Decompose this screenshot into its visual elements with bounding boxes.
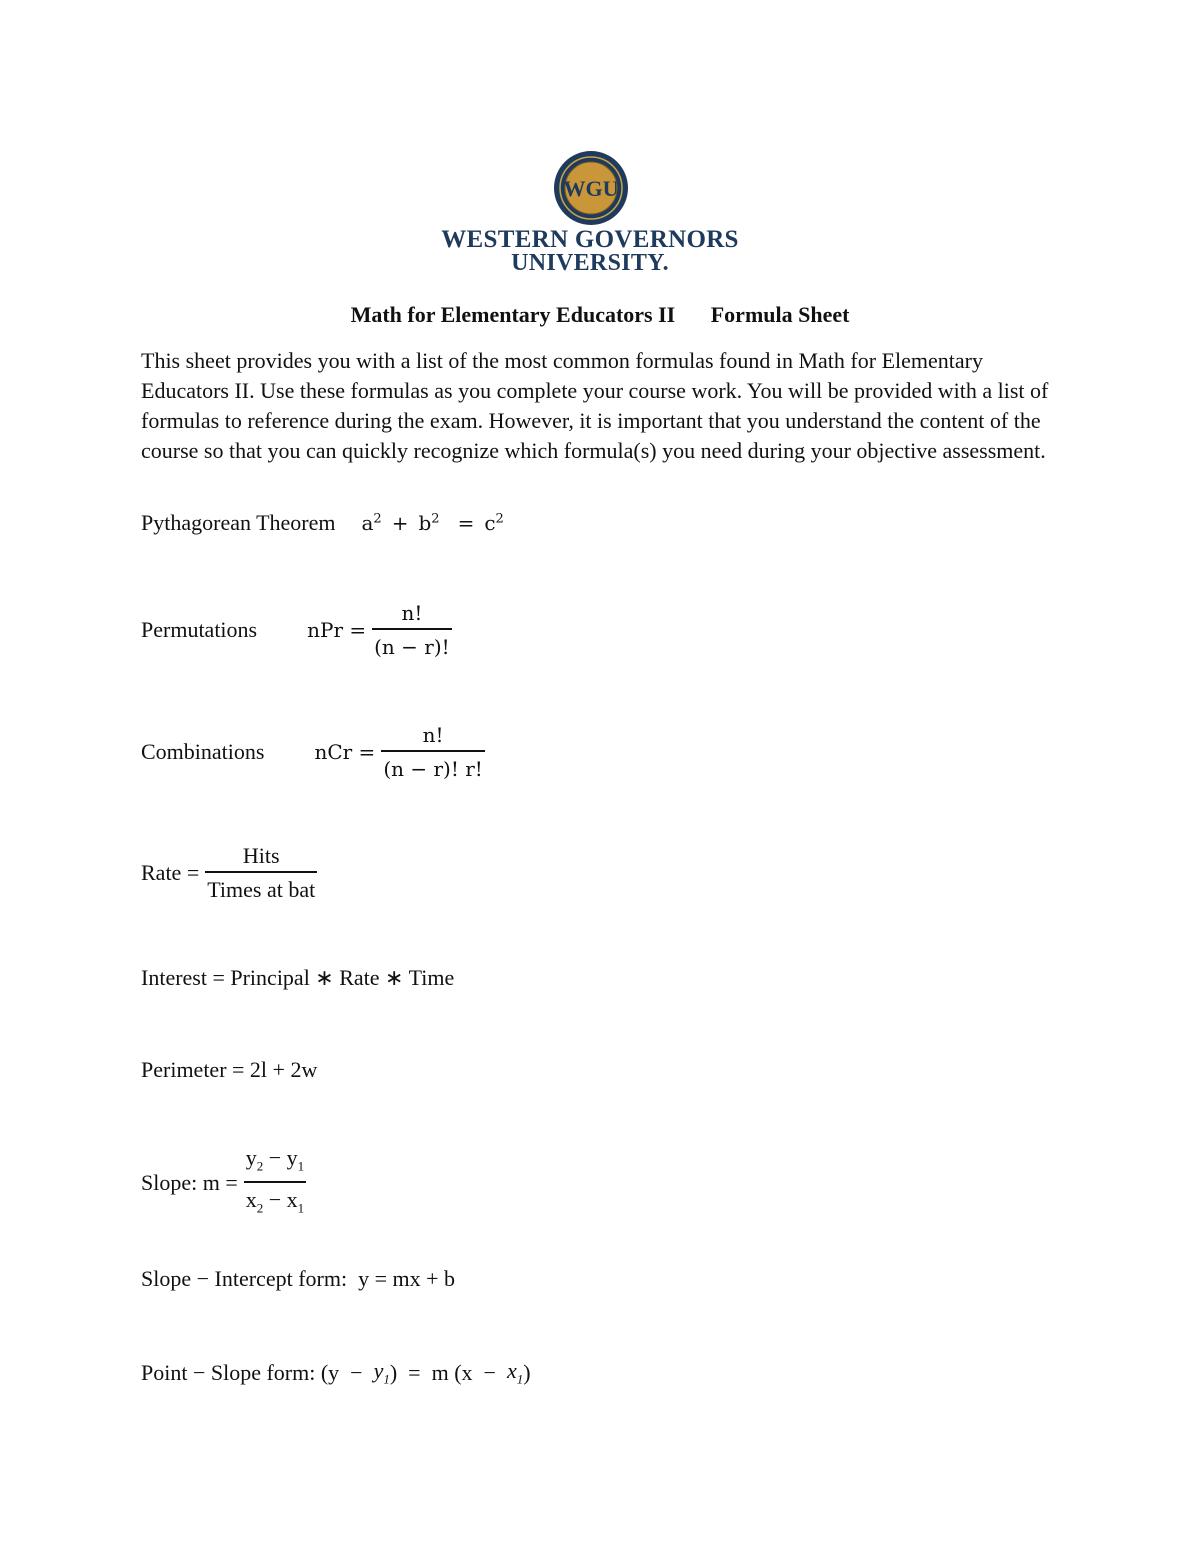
interest-formula: Interest = Principal ∗ Rate ∗ Time: [141, 965, 455, 990]
pythagorean-b: $b^2$: [418, 511, 440, 535]
point-slope-y1: $y_1$: [373, 1358, 390, 1387]
perimeter-formula: Perimeter = 2l + 2w: [141, 1057, 318, 1082]
rate-numerator: Hits: [242, 843, 280, 868]
combinations-fraction: [381, 722, 485, 782]
rate-lhs: Rate =: [141, 860, 200, 885]
formula-pythagorean: [141, 510, 504, 536]
combinations-numerator: n!: [422, 723, 444, 747]
pythagorean-a: $a^2$: [361, 511, 382, 535]
rate-denominator: Times at bat: [205, 871, 317, 903]
slope-lhs: Slope: m =: [141, 1170, 238, 1196]
university-name-line2: UNIVERSITY.: [511, 250, 669, 276]
slope-numerator: $y_2 - y_1$: [245, 1145, 305, 1174]
intro-paragraph: This sheet provides you with a list of the most common formulas found in Math for Elementary Educators II. Use these formulas as you complete your course work. You will be provided with a list of formulas to reference during the exam. However, it is important that you understand the content of the course so that you can quickly recognize which formula(s) you need during your objective assessment.: [141, 348, 1049, 463]
university-name-line1: WESTERN GOVERNORS: [441, 226, 739, 253]
point-slope-x1: $x_1$: [506, 1358, 524, 1387]
combinations-label: Combinations: [141, 739, 265, 764]
permutations-lhs: nPr =: [307, 618, 367, 642]
point-slope-end: ): [523, 1359, 531, 1385]
slope-fraction: [244, 1145, 306, 1222]
slope-intercept-formula: Slope − Intercept form: y = mx + b: [141, 1266, 455, 1291]
formula-interest: [141, 965, 454, 991]
pythagorean-plus: +: [391, 511, 409, 535]
point-slope-lhs: Point − Slope form: (y −: [141, 1359, 374, 1385]
formula-point-slope: [141, 1358, 531, 1387]
university-seal-logo: [553, 150, 629, 226]
page-title: [0, 302, 1200, 328]
slope-denominator: $x_2 - x_1$: [244, 1181, 306, 1221]
pythagorean-equals: =: [457, 511, 475, 535]
formula-combinations: [141, 722, 491, 782]
permutations-fraction: [372, 600, 452, 660]
pythagorean-c: $c^2$: [484, 511, 504, 535]
combinations-lhs: nCr =: [314, 740, 376, 764]
formula-slope-intercept: [141, 1266, 455, 1292]
formula-permutations: [141, 600, 458, 660]
point-slope-mid: ) = m (x −: [389, 1359, 507, 1385]
course-title: Math for Elementary Educators II: [350, 302, 676, 327]
seal-monogram: WGU: [563, 176, 619, 201]
permutations-numerator: n!: [401, 601, 423, 625]
sheet-title: Formula Sheet: [710, 302, 850, 327]
permutations-denominator: (n − r)!: [372, 628, 452, 660]
formula-rate: [141, 843, 323, 903]
combinations-denominator: (n − r)! r!: [381, 750, 485, 782]
permutations-label: Permutations: [141, 617, 258, 642]
formula-perimeter: [141, 1057, 317, 1083]
formula-slope: [141, 1145, 312, 1222]
rate-fraction: [205, 843, 317, 903]
pythagorean-label: Pythagorean Theorem: [141, 510, 336, 535]
